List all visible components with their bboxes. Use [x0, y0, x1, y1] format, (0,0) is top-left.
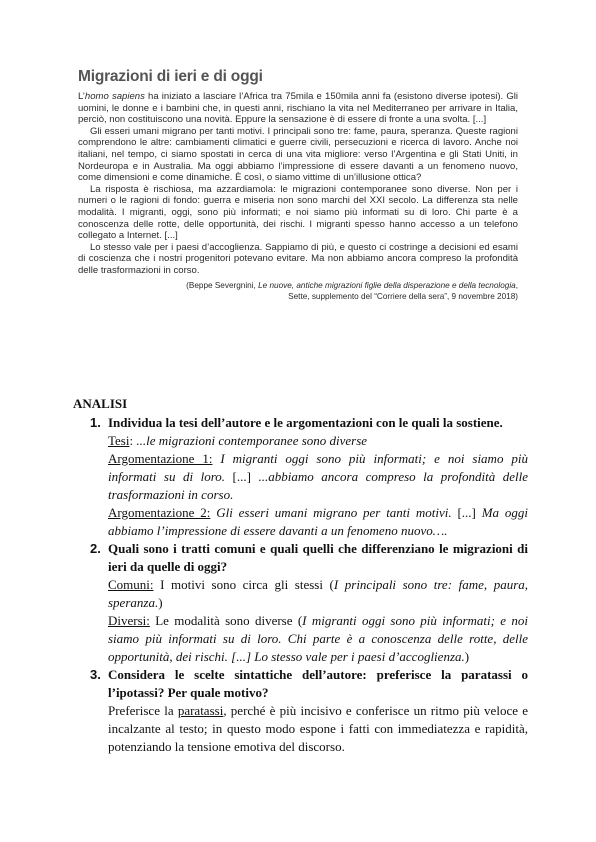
- diversi-label: Diversi:: [108, 613, 150, 628]
- comuni-text: I motivi sono circa gli stessi (: [153, 577, 334, 592]
- diversi-quote: I migranti oggi sono più informati; e noi siamo più informati su di loro. Chi parte è a conoscenza delle rotte, delle opportunità, dei rischi. [...] Lo stesso vale per i paesi d’accoglienza.: [108, 613, 528, 664]
- tesi-label: Tesi: [108, 433, 130, 448]
- p1-lead: L’: [78, 91, 85, 102]
- arg1-quote: I migranti oggi sono più informati; e noi siamo più informati su di loro.: [108, 451, 528, 484]
- arg2-ellipsis: [...]: [451, 505, 482, 520]
- p1-italic: homo sapiens: [84, 91, 145, 102]
- question-item-2: [73, 540, 528, 666]
- question-item-1: [73, 414, 528, 540]
- answer-comuni: [108, 576, 528, 612]
- arg2-quote-2: Ma oggi abbiamo l’impressione di essere davanti a un fenomeno nuovo….: [108, 505, 528, 538]
- question-item-3: [73, 666, 528, 756]
- answer-diversi: [108, 612, 528, 666]
- answer-paratassi: [108, 702, 528, 756]
- article-paragraph-1: [78, 91, 518, 126]
- comuni-close: ): [158, 595, 163, 610]
- analysis-heading: ANALISI: [73, 396, 128, 411]
- arg1-quote-2: ...abbiamo ancora compreso la profondità delle trasformazioni in corso.: [108, 469, 528, 502]
- tesi-sep: :: [129, 433, 137, 448]
- diversi-close: ): [464, 649, 470, 664]
- source-comma: ,: [515, 280, 518, 290]
- comuni-quote: I principali sono tre: fame, paura, speranza.: [108, 577, 529, 610]
- answer-tesi: [108, 432, 528, 450]
- article-excerpt: [78, 68, 518, 302]
- arg2-quote: Gli esseri umani migrano per tanti motivi.: [210, 505, 452, 520]
- arg1-label: Argomentazione 1:: [108, 451, 213, 466]
- analysis-section: [73, 395, 528, 756]
- question-text-2: Quali sono i tratti comuni e quali quelli che differenziano le migrazioni di ieri da quelle di oggi?: [108, 541, 528, 574]
- p1-rest: ha iniziato a lasciare l’Africa tra 75mila e 150mila anni fa (esistono diverse ipotesi). Gli uomini, le donne e i bambini che, in questi anni, rischiano la vita nel Mediterraneo per arrivare in Italia, perciò, non costituiscono una novità. Eppure la sensazione è di essere di fronte a una svolta. [...]: [78, 91, 518, 126]
- question-number-1: 1.: [90, 415, 101, 430]
- question-text-1: Individua la tesi dell’autore e le argomentazioni con le quali la sostiene.: [108, 415, 503, 430]
- question-number-3: 3.: [90, 667, 101, 682]
- source-title: Le nuove, antiche migrazioni figlie della disperazione e della tecnologia: [258, 280, 516, 290]
- paratassi-term: paratassi: [177, 703, 224, 718]
- source-author: (Beppe Severgnini,: [186, 280, 259, 290]
- arg1-ellipsis: [...]: [225, 469, 259, 484]
- paratassi-lead: Preferisce la: [108, 703, 178, 718]
- article-paragraph-3: La risposta è rischiosa, ma azzardiamola: le migrazioni contemporanee sono diverse. Non per i numeri o le ragioni di fondo: guerra e miseria non sono marchi del XXI secolo. La differenza sta nelle modalità. I migranti, oggi, sono più informati; e noi siamo più informati su di loro. Chi parte è a conoscenza delle rotte, delle opportunità, dei rischi. I migranti spesso hanno accesso a un telefono collegato a Internet. [...]: [78, 183, 518, 242]
- article-source: [78, 280, 518, 302]
- arg2-label: Argomentazione 2:: [108, 505, 211, 520]
- tesi-text: ...le migrazioni contemporanee sono diverse: [136, 433, 368, 448]
- answer-argomentazione-1: [108, 450, 528, 504]
- answer-argomentazione-2: [108, 504, 528, 540]
- source-publication: Sette, supplemento del “Corriere della sera”, 9 novembre 2018): [288, 291, 518, 301]
- article-paragraph-2: Gli esseri umani migrano per tanti motivi. I principali sono tre: fame, paura, speranza. Queste ragioni comprendono le altre: cambiamenti climatici e guerre civili, persecuzioni e ricerca di lavoro. Anche noi italiani, nel tempo, ci siamo spostati in cerca di una vita migliore: verso l’Argentina e gli Stati Uniti, in Nordeuropa e in Australia. Ma oggi abbiamo l’impressione di essere davanti a un fenomeno nuovo, come dimensioni e come dinamiche. È così, o siamo vittime di un’illusione ottica?: [78, 125, 518, 184]
- paratassi-rest: , perché è più incisivo e conferisce un ritmo più veloce e incalzante al testo; in questo modo espone i fatti con immediatezza e rapidità, potenziando la tensione emotiva del discorso.: [108, 703, 528, 754]
- article-title: Migrazioni di ieri e di oggi: [78, 68, 263, 85]
- article-paragraph-4: Lo stesso vale per i paesi d’accoglienza. Sappiamo di più, e questo ci costringe a decisioni ed esami di coscienza che i nostri progenitori potevano evitare. Ma non abbiamo ancora compreso la profondità delle trasformazioni in corso.: [78, 241, 518, 276]
- diversi-text: Le modalità sono diverse (: [149, 613, 303, 628]
- question-text-3: Considera le scelte sintattiche dell’autore: preferisce la paratassi o l’ipotassi? Per quale motivo?: [108, 667, 528, 700]
- comuni-label: Comuni:: [108, 577, 154, 592]
- question-list: [73, 414, 528, 756]
- question-number-2: 2.: [90, 541, 101, 556]
